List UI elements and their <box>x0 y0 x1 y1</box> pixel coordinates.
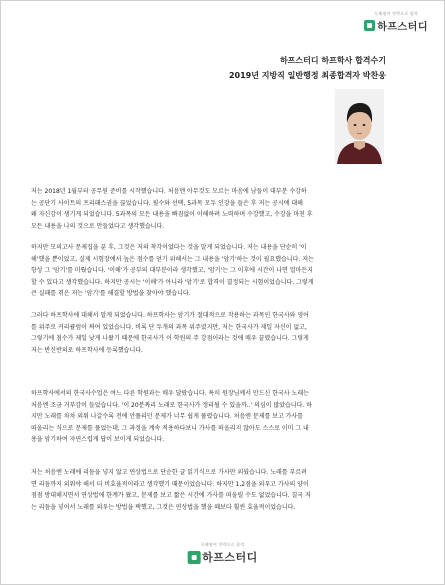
paragraph-line: 저는 반신반의로 하프학사에 등록했습니다. <box>31 346 143 354</box>
paragraph-line: 왜 자신감이 생기게 되었습니다. 5과목의 모든 내용을 빠짐없이 이해하려 노력하며 수강했고, 수강을 마친 후 <box>31 211 313 218</box>
paragraph-line: 는 공단기 사이트의 프리패스권을 끊었습니다. 필수와 선택, 5과목 모두 인강을 들은 후 저는 공시에 대해 <box>31 199 303 207</box>
paragraph-line: 떠올리는 식으로 문제를 풀었는데, 그 과정을 계속 적용하다보니 가사를 떠올리지 않아도 스스로 이미 그 내 <box>31 424 309 432</box>
paragraph-line: 저는 2018년 1월부터 공무원 준비를 시작했습니다. 처음엔 아무것도 모르는 마음에 남들이 대부분 수강하 <box>31 188 307 195</box>
logo-mark-icon <box>187 551 200 564</box>
portrait-image <box>335 89 384 164</box>
paragraph-5 <box>31 467 417 513</box>
paragraph-3 <box>31 310 417 356</box>
header-logo[interactable] <box>364 11 428 33</box>
logo-tagline: 독해영어 전략으로 합격 <box>374 11 418 16</box>
paragraph-line: 는 리듬을 넣어서 노래를 외우는 방법을 택했고, 그것은 연상법을 했을 때보다 훨씬 효율적이었습니다. <box>31 503 296 511</box>
paragraph-4 <box>31 388 417 446</box>
title-line-1: 하프스터디 하프학사 합격수기 <box>279 56 386 65</box>
logo-tagline: 독해영어 전략으로 합격 <box>200 542 245 547</box>
paragraph-line: 용을 암기하여 자연스럽게 답이 보이게 되었습니다. <box>31 436 165 443</box>
paragraph-line: 하프학사에서의 한국사수업은 여느 다른 학원과는 매우 달랐습니다. 특히 원장님께서 만드신 한국사 노래는 <box>31 390 309 397</box>
paragraph-line: 처음엔 조금 거부감이 들었습니다. '이 20분짜리 노래로 한국사가 정리될 수 있을까..' 의심이 많았습니다. 하 <box>31 401 312 409</box>
paragraph-line: 할 수 있다고 생각했습니다. 하지만 공시는 '이해'가 아니라 '암기'로 합격이 결정되는 시험이었습니다. 그렇게 <box>31 278 314 286</box>
title-line-2: 2019년 지방직 일반행정 최종합격자 박찬웅 <box>228 71 386 80</box>
paragraph-2 <box>31 242 417 300</box>
paragraph-line: 저는 처음엔 노래에 리듬을 넣지 않고 연상법으로 단순한 글 읽기식으로 가사만 외웠습니다. 노래를 부르려 <box>31 469 307 476</box>
logo-wordmark: 하프스터디 <box>377 22 428 33</box>
paragraph-line: 항상 그 '암기'를 미뤘습니다. '이해'가 공부의 대부분이라 생각했고, '암기'는 그 이후에 시간이 나면 얼마든지 <box>31 267 313 274</box>
paragraph-line: 하지만 모의고사 문제집을 푼 후, 그것은 저의 착각이었다는 것을 알게 되었습니다. 저는 내용을 단순히 '이 <box>31 244 307 251</box>
paragraph-line: 그러다 하프학사에 대해서 알게 되었습니다. 하프학사는 암기가 절대적으로 작용하는 과목인 한국사와 영어 <box>31 312 309 319</box>
paragraph-line: 점점 방대해지면서 연상법에 한계가 왔고, 문제를 보고 짧은 시간에 가사를 떠올릴 수도 없었습니다. 결국 저 <box>31 492 311 499</box>
author-photo <box>335 89 384 164</box>
paragraph-line: 지만 노래를 차차 외워 나갈수록 전에 안풀리던 문제가 너무 쉽게 풀렸습니다. 처음엔 문제를 보고 가사를 <box>31 413 304 420</box>
paragraph-line: 큰 실패를 겪은 저는 '암기'를 해결할 방법을 찾아야 했습니다. <box>31 290 191 297</box>
logo-row <box>187 549 258 565</box>
logo-row <box>364 18 428 33</box>
paragraph-line: 모든 내용을 나의 것으로 만들었다고 생각했습니다. <box>31 222 165 230</box>
paragraph-line: 그렇기에 점수가 제일 낮게 나왔기 때문에 한국사가 이 학원의 주 강점이라는 것에 매우 끌렸습니다. 그렇게 <box>31 335 309 342</box>
logo-wordmark: 하프스터디 <box>202 551 258 564</box>
footer-logo[interactable] <box>187 542 258 565</box>
document-title <box>229 53 386 83</box>
paragraph-line: 해'했을 뿐이었고, 실제 시험장에서 높은 점수를 얻기 위해서는 그 내용을 '암기'하는 것이 필요했습니다. 저는 <box>31 255 314 263</box>
logo-mark-icon <box>364 20 375 31</box>
paragraph-1 <box>31 186 417 232</box>
paragraph-line: 를 위주로 커리큘럼이 짜여 있었습니다. 비록 단 두개의 과목 위주였지만, 저는 한국사가 제일 자신이 없고, <box>31 323 307 331</box>
paragraph-line: 면 리듬까지 외워야 해서 더 비효율적이라고 생각했기 때문이었습니다. 하지만 1,2점을 외우고 가사의 양이 <box>31 480 309 488</box>
